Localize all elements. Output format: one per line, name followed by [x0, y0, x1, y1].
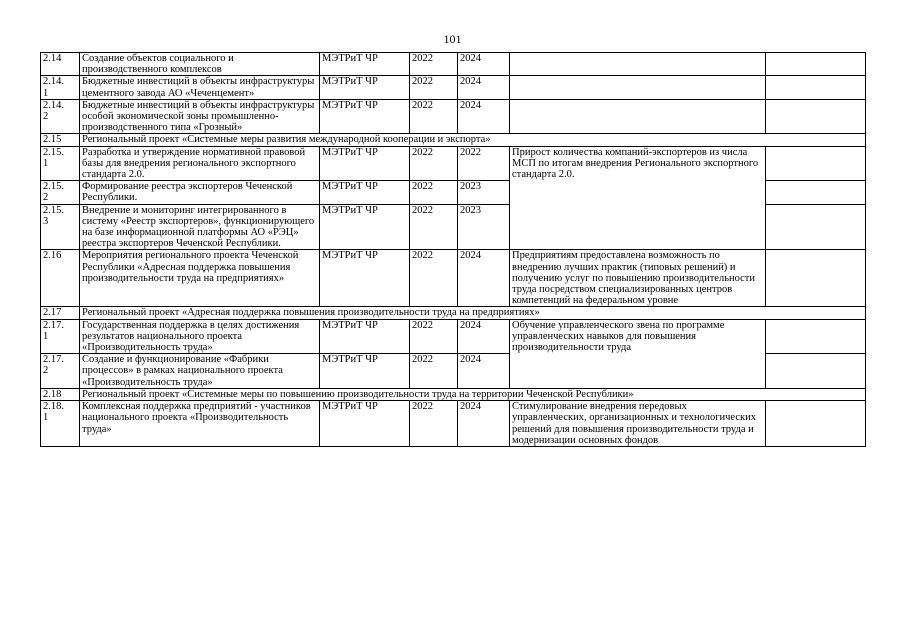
executor: МЭТРиТ ЧР [320, 181, 410, 204]
end-year: 2024 [458, 401, 510, 447]
extra-cell [766, 146, 866, 181]
extra-cell [766, 354, 866, 389]
start-year: 2022 [410, 319, 458, 354]
end-year: 2023 [458, 181, 510, 204]
extra-cell [766, 76, 866, 99]
row-number: 2.18 [41, 388, 80, 400]
project-title: Региональный проект «Адресная поддержка повышения производительности труда на предприятиях» [80, 307, 866, 319]
end-year: 2024 [458, 250, 510, 307]
extra-cell [766, 204, 866, 250]
row-number: 2.14. 1 [41, 76, 80, 99]
start-year: 2022 [410, 250, 458, 307]
start-year: 2022 [410, 53, 458, 76]
start-year: 2022 [410, 401, 458, 447]
row-number: 2.16 [41, 250, 80, 307]
project-title: Региональный проект «Системные меры по повышению производительности труда на территории Чеченской Республики» [80, 388, 866, 400]
end-year: 2024 [458, 319, 510, 354]
activity-name: Бюджетные инвестиций в объекты инфраструктуры цементного завода АО «Чеченцемент» [80, 76, 320, 99]
activity-name: Бюджетные инвестиций в объекты инфраструктуры особой экономической зоны промышленно-производственного типа «Грозный» [80, 99, 320, 134]
expected-result: Стимулирование внедрения передовых управленческих, организационных и технологических решений для повышения производительности труда и модернизации основных фондов [510, 401, 766, 447]
activity-name: Государственная поддержка в целях достижения результатов национального проекта «Производительность труда» [80, 319, 320, 354]
activity-name: Комплексная поддержка предприятий - участников национального проекта «Производительность труда» [80, 401, 320, 447]
table-row [41, 76, 866, 99]
start-year: 2022 [410, 99, 458, 134]
start-year: 2022 [410, 354, 458, 389]
expected-result: Предприятиям предоставлена возможность по внедрению лучших практик (типовых решений) и получению услуг по повышению производительности труда посредством специализированных центров компетенций на федеральном уровне [510, 250, 766, 307]
row-number: 2.15. 3 [41, 204, 80, 250]
project-title: Региональный проект «Системные меры развития международной кооперации и экспорта» [80, 134, 866, 146]
end-year: 2024 [458, 53, 510, 76]
row-number: 2.18. 1 [41, 401, 80, 447]
extra-cell [766, 53, 866, 76]
end-year: 2024 [458, 99, 510, 134]
project-header-row [41, 307, 866, 319]
row-number: 2.17 [41, 307, 80, 319]
start-year: 2022 [410, 181, 458, 204]
expected-result: Прирост количества компаний-экспортеров из числа МСП по итогам внедрения Регионального экспортного стандарта 2.0. [510, 146, 766, 250]
extra-cell [766, 401, 866, 447]
row-number: 2.15 [41, 134, 80, 146]
activity-name: Создание объектов социального и производственного комплексов [80, 53, 320, 76]
page-number: 101 [443, 32, 462, 46]
table-row [41, 53, 866, 76]
extra-cell [766, 181, 866, 204]
expected-result: Обучение управленческого звена по программе управленческих навыков для повышения производительности труда [510, 319, 766, 388]
start-year: 2022 [410, 146, 458, 181]
executor: МЭТРиТ ЧР [320, 401, 410, 447]
activity-name: Формирование реестра экспортеров Чеченской Республики. [80, 181, 320, 204]
executor: МЭТРиТ ЧР [320, 204, 410, 250]
table-row [41, 146, 866, 181]
executor: МЭТРиТ ЧР [320, 319, 410, 354]
extra-cell [766, 319, 866, 354]
end-year: 2024 [458, 354, 510, 389]
row-number: 2.17. 2 [41, 354, 80, 389]
expected-result [510, 99, 766, 134]
activity-name: Внедрение и мониторинг интегрированного в систему «Реестр экспортеров», функционирующего на базе информационной платформы АО «РЭЦ» реестра экспортеров Чеченской Республики. [80, 204, 320, 250]
row-number: 2.14 [41, 53, 80, 76]
activities-table [40, 52, 866, 447]
row-number: 2.15. 1 [41, 146, 80, 181]
start-year: 2022 [410, 204, 458, 250]
end-year: 2022 [458, 146, 510, 181]
expected-result [510, 76, 766, 99]
project-header-row [41, 134, 866, 146]
executor: МЭТРиТ ЧР [320, 146, 410, 181]
executor: МЭТРиТ ЧР [320, 99, 410, 134]
executor: МЭТРиТ ЧР [320, 53, 410, 76]
executor: МЭТРиТ ЧР [320, 76, 410, 99]
activity-name: Мероприятия регионального проекта Чеченской Республики «Адресная поддержка повышения производительности труда на предприятиях» [80, 250, 320, 307]
project-header-row [41, 388, 866, 400]
table-row [41, 401, 866, 447]
row-number: 2.15. 2 [41, 181, 80, 204]
extra-cell [766, 250, 866, 307]
extra-cell [766, 99, 866, 134]
row-number: 2.14. 2 [41, 99, 80, 134]
executor: МЭТРиТ ЧР [320, 250, 410, 307]
table-row [41, 319, 866, 354]
end-year: 2023 [458, 204, 510, 250]
start-year: 2022 [410, 76, 458, 99]
end-year: 2024 [458, 76, 510, 99]
row-number: 2.17. 1 [41, 319, 80, 354]
executor: МЭТРиТ ЧР [320, 354, 410, 389]
table-row [41, 99, 866, 134]
table-row [41, 250, 866, 307]
expected-result [510, 53, 766, 76]
activity-name: Разработка и утверждение нормативной правовой базы для внедрения регионального экспортного стандарта 2.0. [80, 146, 320, 181]
activity-name: Создание и функционирование «Фабрики процессов» в рамках национального проекта «Производительность труда» [80, 354, 320, 389]
